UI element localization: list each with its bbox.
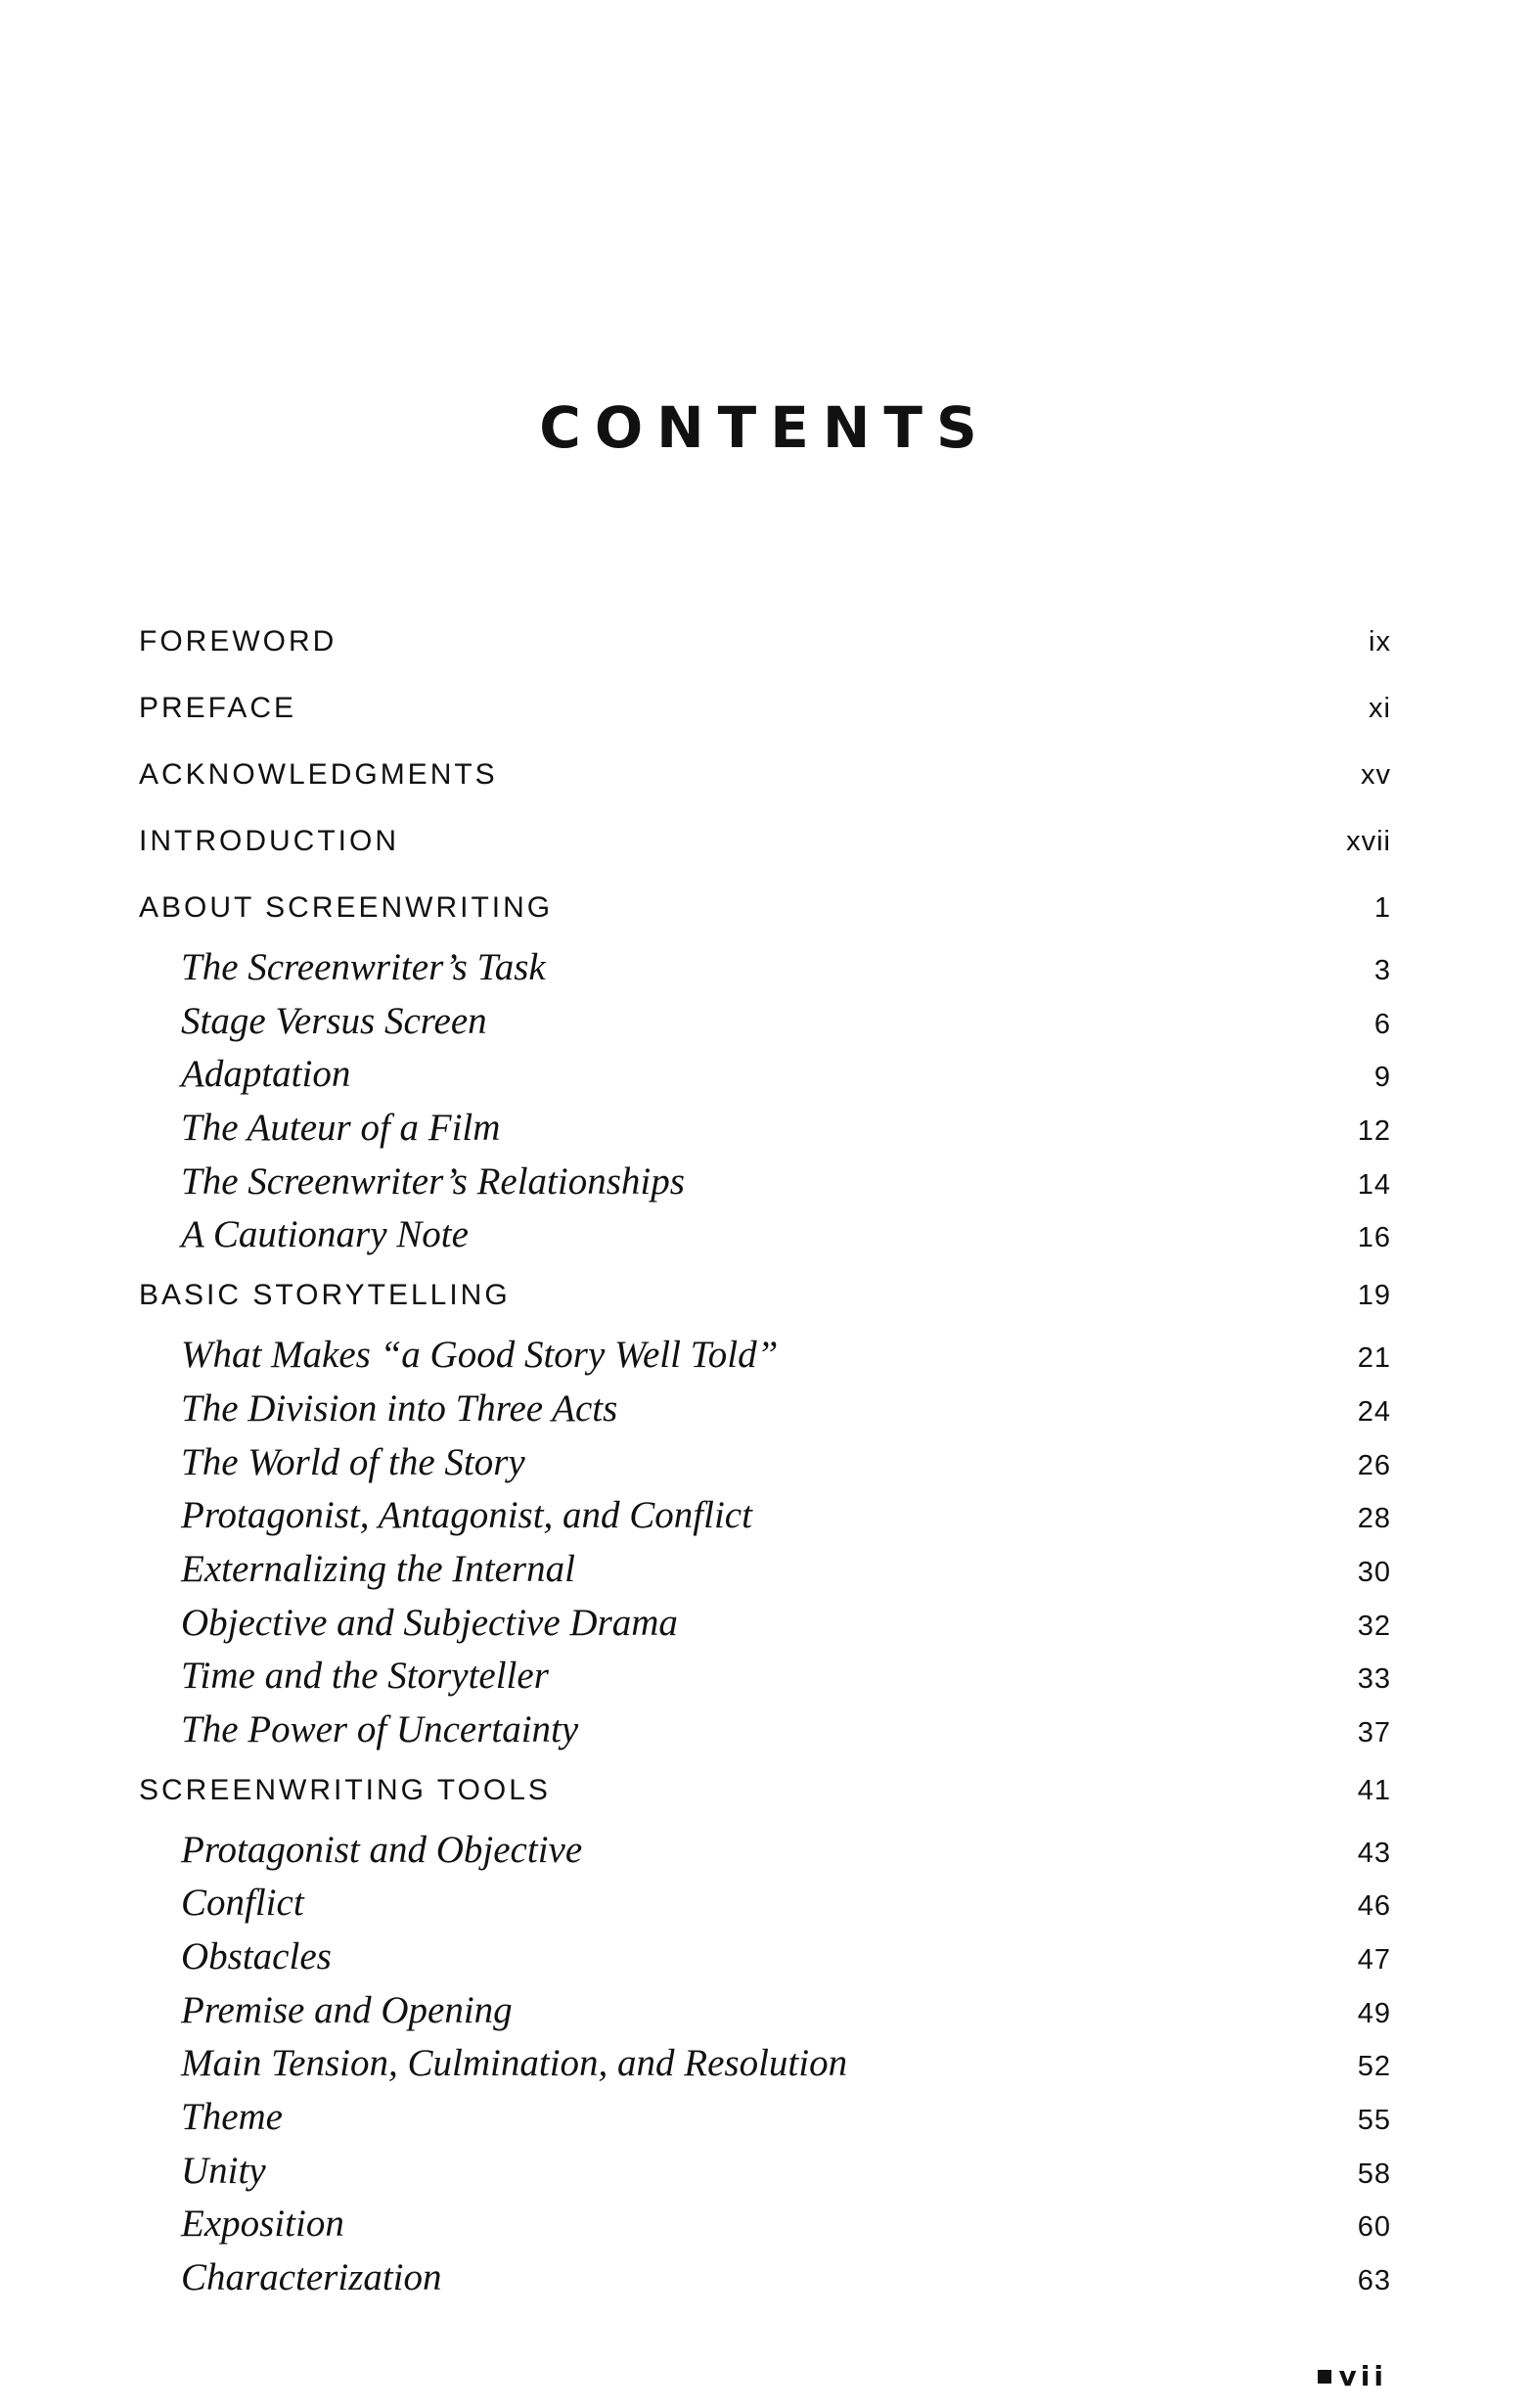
folio-number: vii xyxy=(1338,2360,1387,2392)
toc-entry[interactable] xyxy=(139,1543,1391,1597)
page-number: 47 xyxy=(1357,1944,1391,1976)
toc-entry[interactable] xyxy=(139,1650,1391,1704)
entry-title: The Screenwriter’s Relationships xyxy=(181,1159,685,1203)
page-number: 43 xyxy=(1357,1837,1391,1869)
section-title: FOREWORD xyxy=(139,625,338,658)
entry-title: Obstacles xyxy=(181,1935,332,1977)
toc-entry[interactable] xyxy=(139,1048,1391,1102)
square-bullet-icon xyxy=(1318,2370,1331,2384)
page-number: 52 xyxy=(1357,2051,1391,2083)
entry-title: Protagonist and Objective xyxy=(181,1828,583,1871)
entry-title: Theme xyxy=(181,2096,283,2139)
page-number: 37 xyxy=(1357,1716,1391,1749)
section-title: SCREENWRITING TOOLS xyxy=(139,1773,551,1806)
toc-section-basic-storytelling[interactable] xyxy=(139,1262,1391,1329)
entry-title: The Division into Three Acts xyxy=(181,1386,618,1430)
page-number: 12 xyxy=(1357,1115,1391,1148)
toc-entry[interactable] xyxy=(139,1102,1391,1156)
entry-title: Adaptation xyxy=(181,1053,351,1096)
section-title: ACKNOWLEDGMENTS xyxy=(139,758,498,791)
toc-entry[interactable] xyxy=(139,1597,1391,1651)
page-folio xyxy=(1318,2360,1387,2392)
page-number: 63 xyxy=(1357,2265,1391,2297)
entry-title: Externalizing the Internal xyxy=(181,1547,575,1590)
page-number: 24 xyxy=(1357,1395,1391,1428)
page-number: 14 xyxy=(1357,1168,1391,1201)
page-number: 6 xyxy=(1373,1008,1391,1040)
entry-title: Characterization xyxy=(181,2256,442,2299)
page-number: 33 xyxy=(1357,1663,1391,1696)
entry-title: The Auteur of a Film xyxy=(181,1107,501,1150)
page-number: 46 xyxy=(1357,1890,1391,1923)
page-number: 41 xyxy=(1357,1774,1391,1806)
entry-title: Time and the Storyteller xyxy=(181,1655,549,1698)
entry-title: A Cautionary Note xyxy=(181,1213,469,1256)
toc-section-about-screenwriting[interactable] xyxy=(139,875,1391,941)
page-number: xv xyxy=(1361,759,1391,791)
toc-entry[interactable] xyxy=(139,2198,1391,2251)
page-number: xvii xyxy=(1346,826,1391,857)
entry-title: Objective and Subjective Drama xyxy=(181,1601,678,1644)
table-of-contents xyxy=(139,609,1391,2305)
toc-section-acknowledgments[interactable] xyxy=(139,742,1391,808)
page-number: 21 xyxy=(1357,1342,1391,1375)
toc-section-preface[interactable] xyxy=(139,675,1391,742)
toc-entry[interactable] xyxy=(139,1824,1391,1878)
toc-entry[interactable] xyxy=(139,1489,1391,1543)
entry-title: Unity xyxy=(181,2149,266,2192)
page-number: 49 xyxy=(1357,1997,1391,2029)
toc-entry[interactable] xyxy=(139,1704,1391,1757)
toc-entry[interactable] xyxy=(139,2145,1391,2199)
toc-entry[interactable] xyxy=(139,2091,1391,2145)
page-number: 26 xyxy=(1357,1449,1391,1481)
toc-entry[interactable] xyxy=(139,2037,1391,2091)
toc-entry[interactable] xyxy=(139,1931,1391,1984)
entry-title: The Screenwriter’s Task xyxy=(181,946,546,988)
toc-entry[interactable] xyxy=(139,2251,1391,2305)
page-number: 30 xyxy=(1357,1556,1391,1588)
page-number: 19 xyxy=(1357,1280,1391,1312)
toc-entry[interactable] xyxy=(139,995,1391,1049)
page-number: 32 xyxy=(1357,1610,1391,1642)
page-number: 9 xyxy=(1373,1062,1391,1094)
entry-title: Stage Versus Screen xyxy=(181,999,487,1042)
entry-title: The Power of Uncertainty xyxy=(181,1707,579,1750)
entry-title: Main Tension, Culmination, and Resolution xyxy=(181,2042,848,2085)
toc-section-screenwriting-tools[interactable] xyxy=(139,1757,1391,1824)
toc-entry[interactable] xyxy=(139,1877,1391,1931)
page-number: xi xyxy=(1369,693,1391,724)
toc-entry[interactable] xyxy=(139,1329,1391,1383)
toc-entry[interactable] xyxy=(139,1383,1391,1436)
page-number: 55 xyxy=(1357,2105,1391,2137)
page-number: 28 xyxy=(1357,1503,1391,1535)
section-title: BASIC STORYTELLING xyxy=(139,1279,511,1312)
page-number: 16 xyxy=(1357,1222,1391,1254)
toc-entry[interactable] xyxy=(139,1984,1391,2038)
entry-title: Conflict xyxy=(181,1882,304,1925)
toc-entry[interactable] xyxy=(139,1436,1391,1490)
page-number: 1 xyxy=(1373,892,1391,924)
section-title: PREFACE xyxy=(139,692,297,724)
toc-entry[interactable] xyxy=(139,1208,1391,1262)
toc-entry[interactable] xyxy=(139,1156,1391,1209)
toc-entry[interactable] xyxy=(139,941,1391,995)
toc-section-foreword[interactable] xyxy=(139,609,1391,675)
entry-title: Exposition xyxy=(181,2203,344,2246)
entry-title: What Makes “a Good Story Well Told” xyxy=(181,1334,779,1377)
entry-title: The World of the Story xyxy=(181,1440,525,1483)
section-title: INTRODUCTION xyxy=(139,825,399,857)
page-number: 3 xyxy=(1373,955,1391,986)
page-title: CONTENTS xyxy=(539,394,991,461)
entry-title: Premise and Opening xyxy=(181,1988,513,2031)
page-number: ix xyxy=(1369,626,1391,658)
entry-title: Protagonist, Antagonist, and Conflict xyxy=(181,1494,752,1537)
page-number: 58 xyxy=(1357,2158,1391,2190)
toc-section-introduction[interactable] xyxy=(139,808,1391,875)
section-title: ABOUT SCREENWRITING xyxy=(139,891,554,924)
page-number: 60 xyxy=(1357,2211,1391,2244)
